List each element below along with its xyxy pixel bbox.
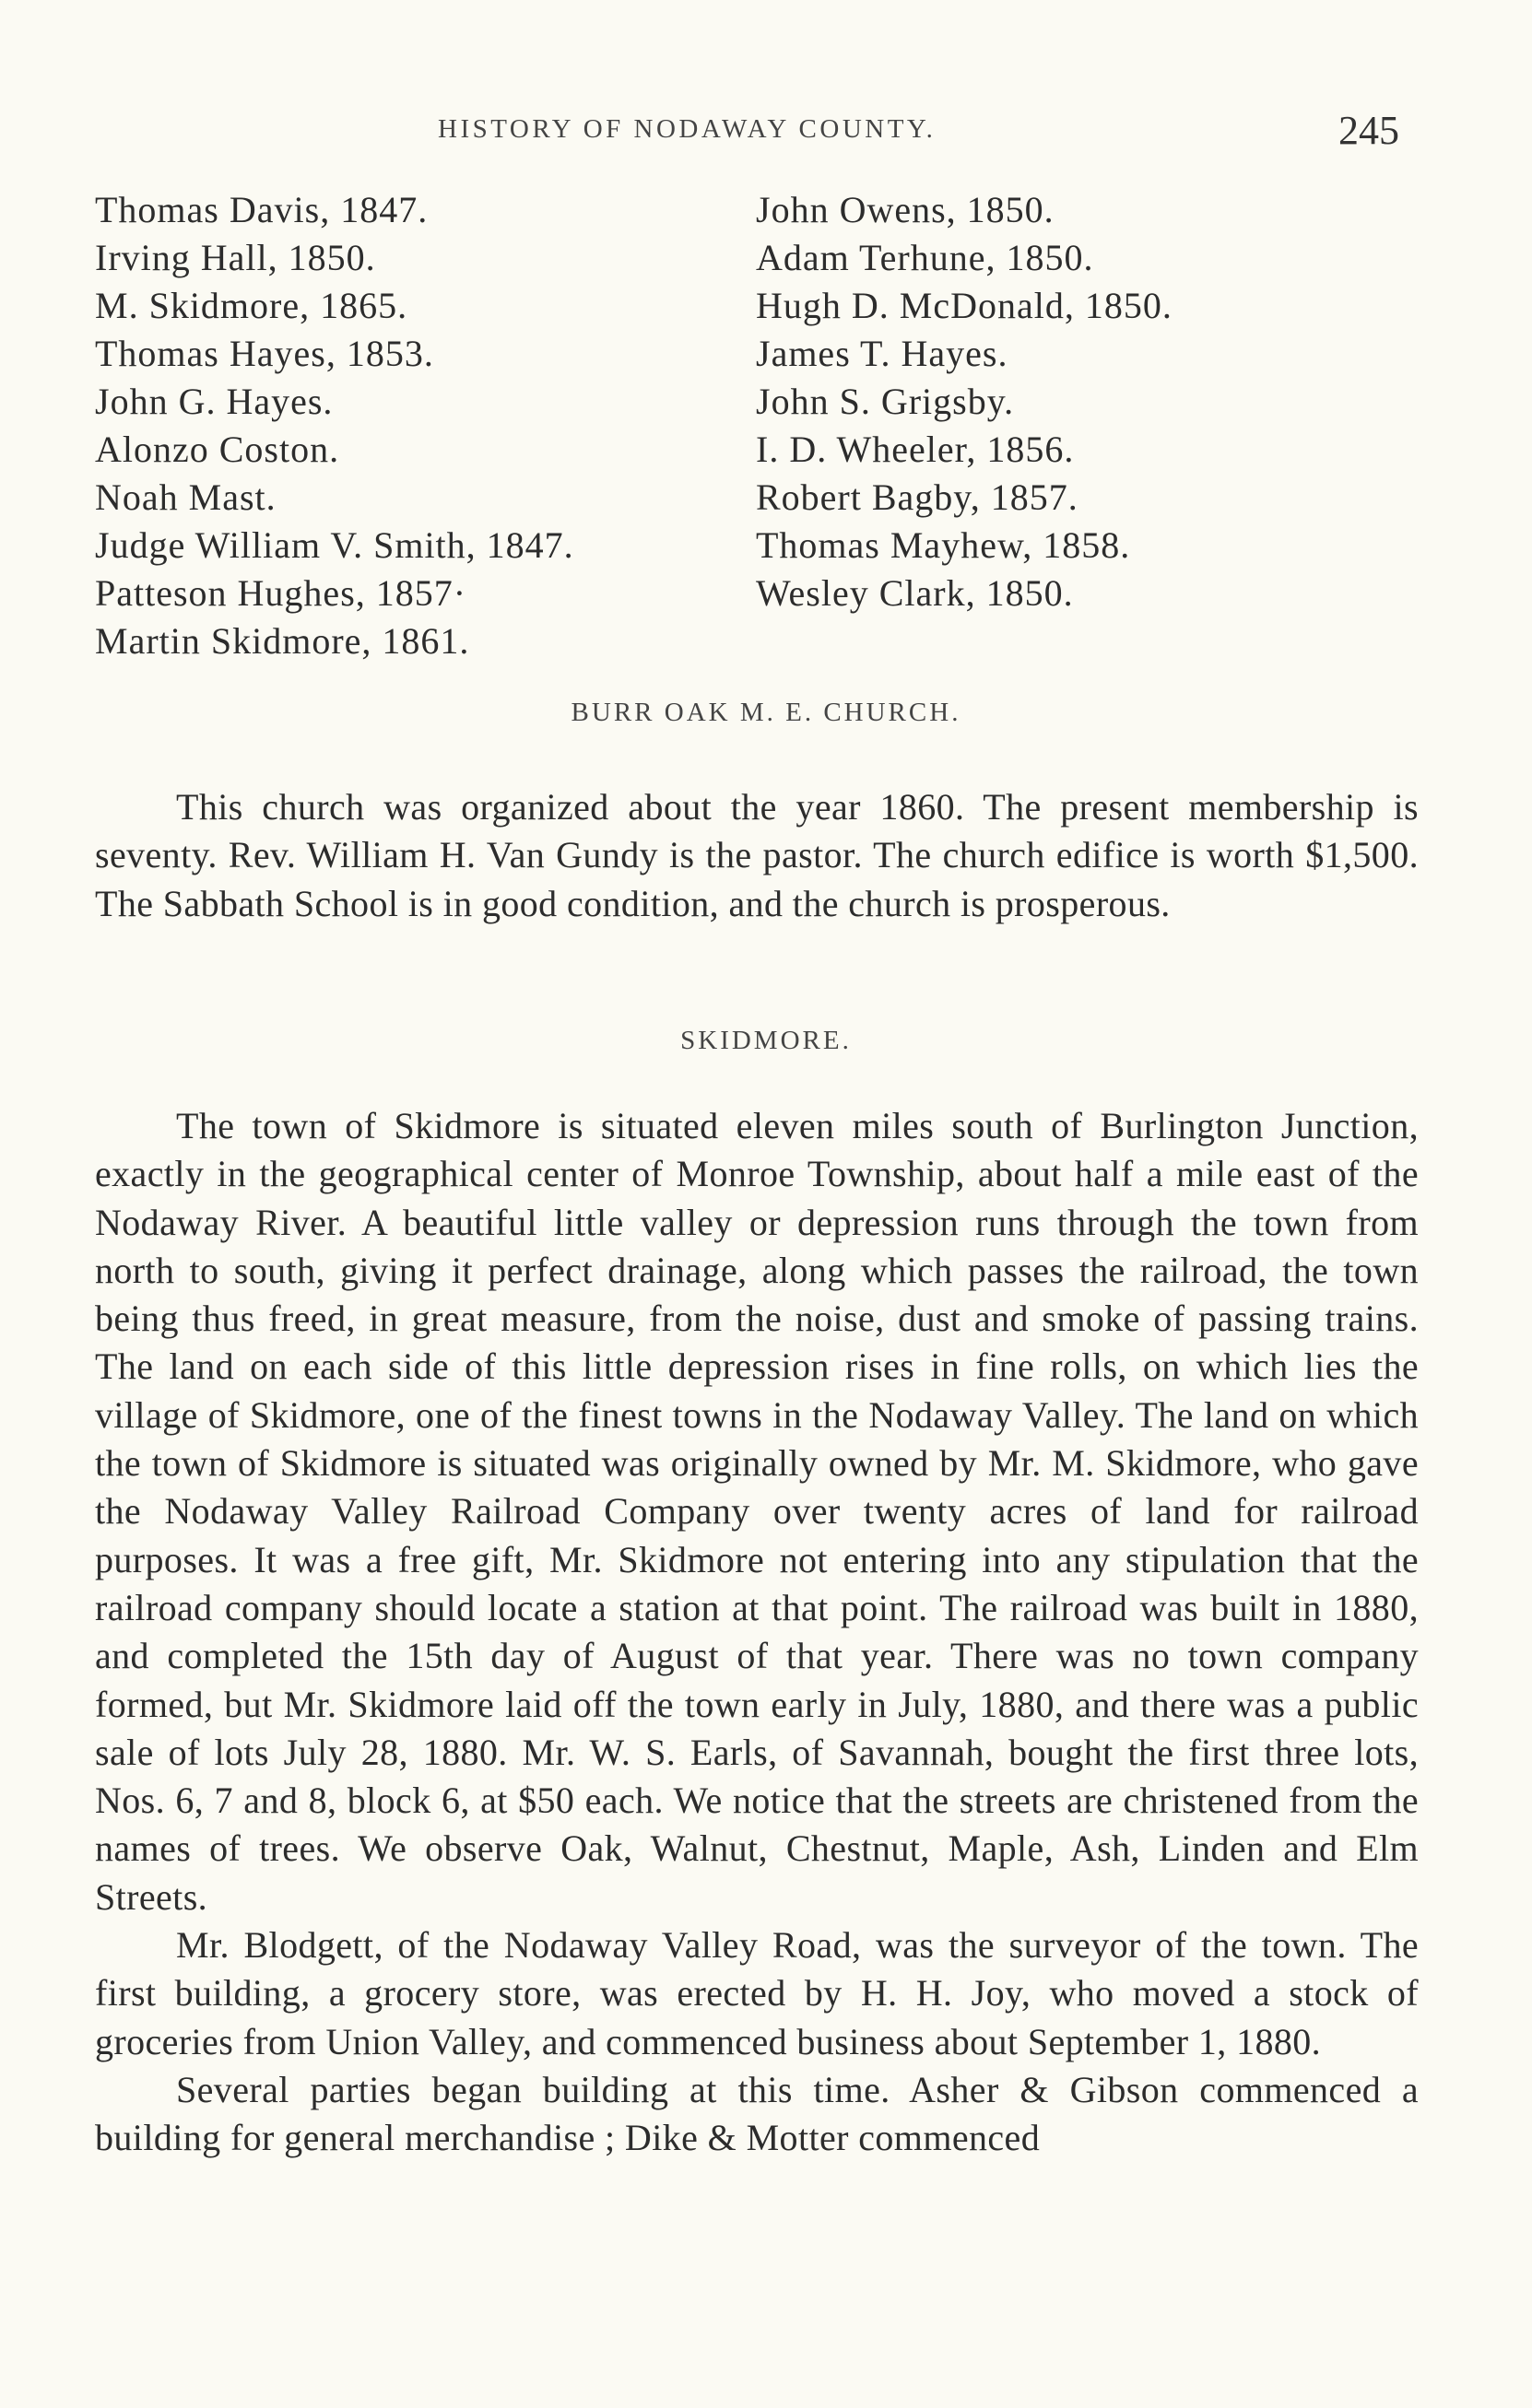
name-entry: Judge William V. Smith, 1847. bbox=[95, 524, 574, 566]
paragraph: Mr. Blodgett, of the Nodaway Valley Road, was the surveyor of the town. The first building, a grocery store, was erected by H. H. Joy, who moved a stock of groceries from Union Valley, and commenced business about September 1, 1880. bbox=[95, 1924, 1419, 2062]
section-heading-skidmore: SKIDMORE. bbox=[680, 1026, 852, 1055]
section-body-burr-oak bbox=[95, 783, 1419, 928]
name-entry: Thomas Mayhew, 1858. bbox=[756, 524, 1131, 566]
paragraph: Several parties began building at this time. Asher & Gibson commenced a building for general merchandise ; Dike & Motter commenced bbox=[95, 2068, 1419, 2159]
name-entry: Patteson Hughes, 1857· bbox=[95, 572, 467, 614]
name-entry: Adam Terhune, 1850. bbox=[756, 237, 1094, 278]
name-entry: Robert Bagby, 1857. bbox=[756, 476, 1078, 518]
names-column-left bbox=[95, 186, 722, 665]
name-entry: John G. Hayes. bbox=[95, 381, 334, 422]
name-entry: I. D. Wheeler, 1856. bbox=[756, 429, 1075, 470]
name-entry: Martin Skidmore, 1861. bbox=[95, 620, 470, 662]
name-entry: Hugh D. McDonald, 1850. bbox=[756, 285, 1173, 326]
paragraph: This church was organized about the year 1860. The present membership is seventy. Rev. William H. Van Gundy is the pastor. The church edifice is worth $1,500. The Sabbath School is in good condition, and the church is prosperous. bbox=[95, 786, 1419, 924]
name-entry: Wesley Clark, 1850. bbox=[756, 572, 1074, 614]
name-entry: James T. Hayes. bbox=[756, 333, 1008, 374]
name-entry: Thomas Hayes, 1853. bbox=[95, 333, 434, 374]
name-entry: Noah Mast. bbox=[95, 476, 277, 518]
running-head: HISTORY OF NODAWAY COUNTY. bbox=[438, 114, 937, 144]
page-number: 245 bbox=[1338, 108, 1399, 153]
name-entry: Irving Hall, 1850. bbox=[95, 237, 376, 278]
name-entry: Alonzo Coston. bbox=[95, 429, 340, 470]
paragraph: The town of Skidmore is situated eleven miles south of Burlington Junction, exactly in the geographical center of Monroe Township, about half a mile east of the Nodaway River. A beautiful little valley or depression runs through the town from north to south, giving it perfect drainage, along which passes the railroad, the town being thus freed, in great measure, from the noise, dust and smoke of passing trains. The land on each side of this little depression rises in fine rolls, on which lies the village of Skidmore, one of the finest towns in the Nodaway Valley. The land on which the town of Skidmore is situated was originally owned by Mr. M. Skidmore, who gave the Nodaway Valley Railroad Company over twenty acres of land for railroad purposes. It was a free gift, Mr. Skidmore not entering into any stipulation that the railroad company should locate a station at that point. The railroad was built in 1880, and completed the 15th day of August of that year. There was no town company formed, but Mr. Skidmore laid off the town early in July, 1880, and there was a public sale of lots July 28, 1880. Mr. W. S. Earls, of Savannah, bought the first three lots, Nos. 6, 7 and 8, block 6, at $50 each. We notice that the streets are christened from the names of trees. We observe Oak, Walnut, Chestnut, Maple, Ash, Linden and Elm Streets. bbox=[95, 1105, 1419, 1918]
name-entry: John Owens, 1850. bbox=[756, 189, 1055, 230]
section-body-skidmore bbox=[95, 1102, 1419, 2163]
names-column-right bbox=[756, 186, 1401, 617]
name-entry: John S. Grigsby. bbox=[756, 381, 1015, 422]
name-entry: M. Skidmore, 1865. bbox=[95, 285, 408, 326]
section-heading-burr-oak: BURR OAK M. E. CHURCH. bbox=[571, 698, 961, 727]
name-entry: Thomas Davis, 1847. bbox=[95, 189, 429, 230]
